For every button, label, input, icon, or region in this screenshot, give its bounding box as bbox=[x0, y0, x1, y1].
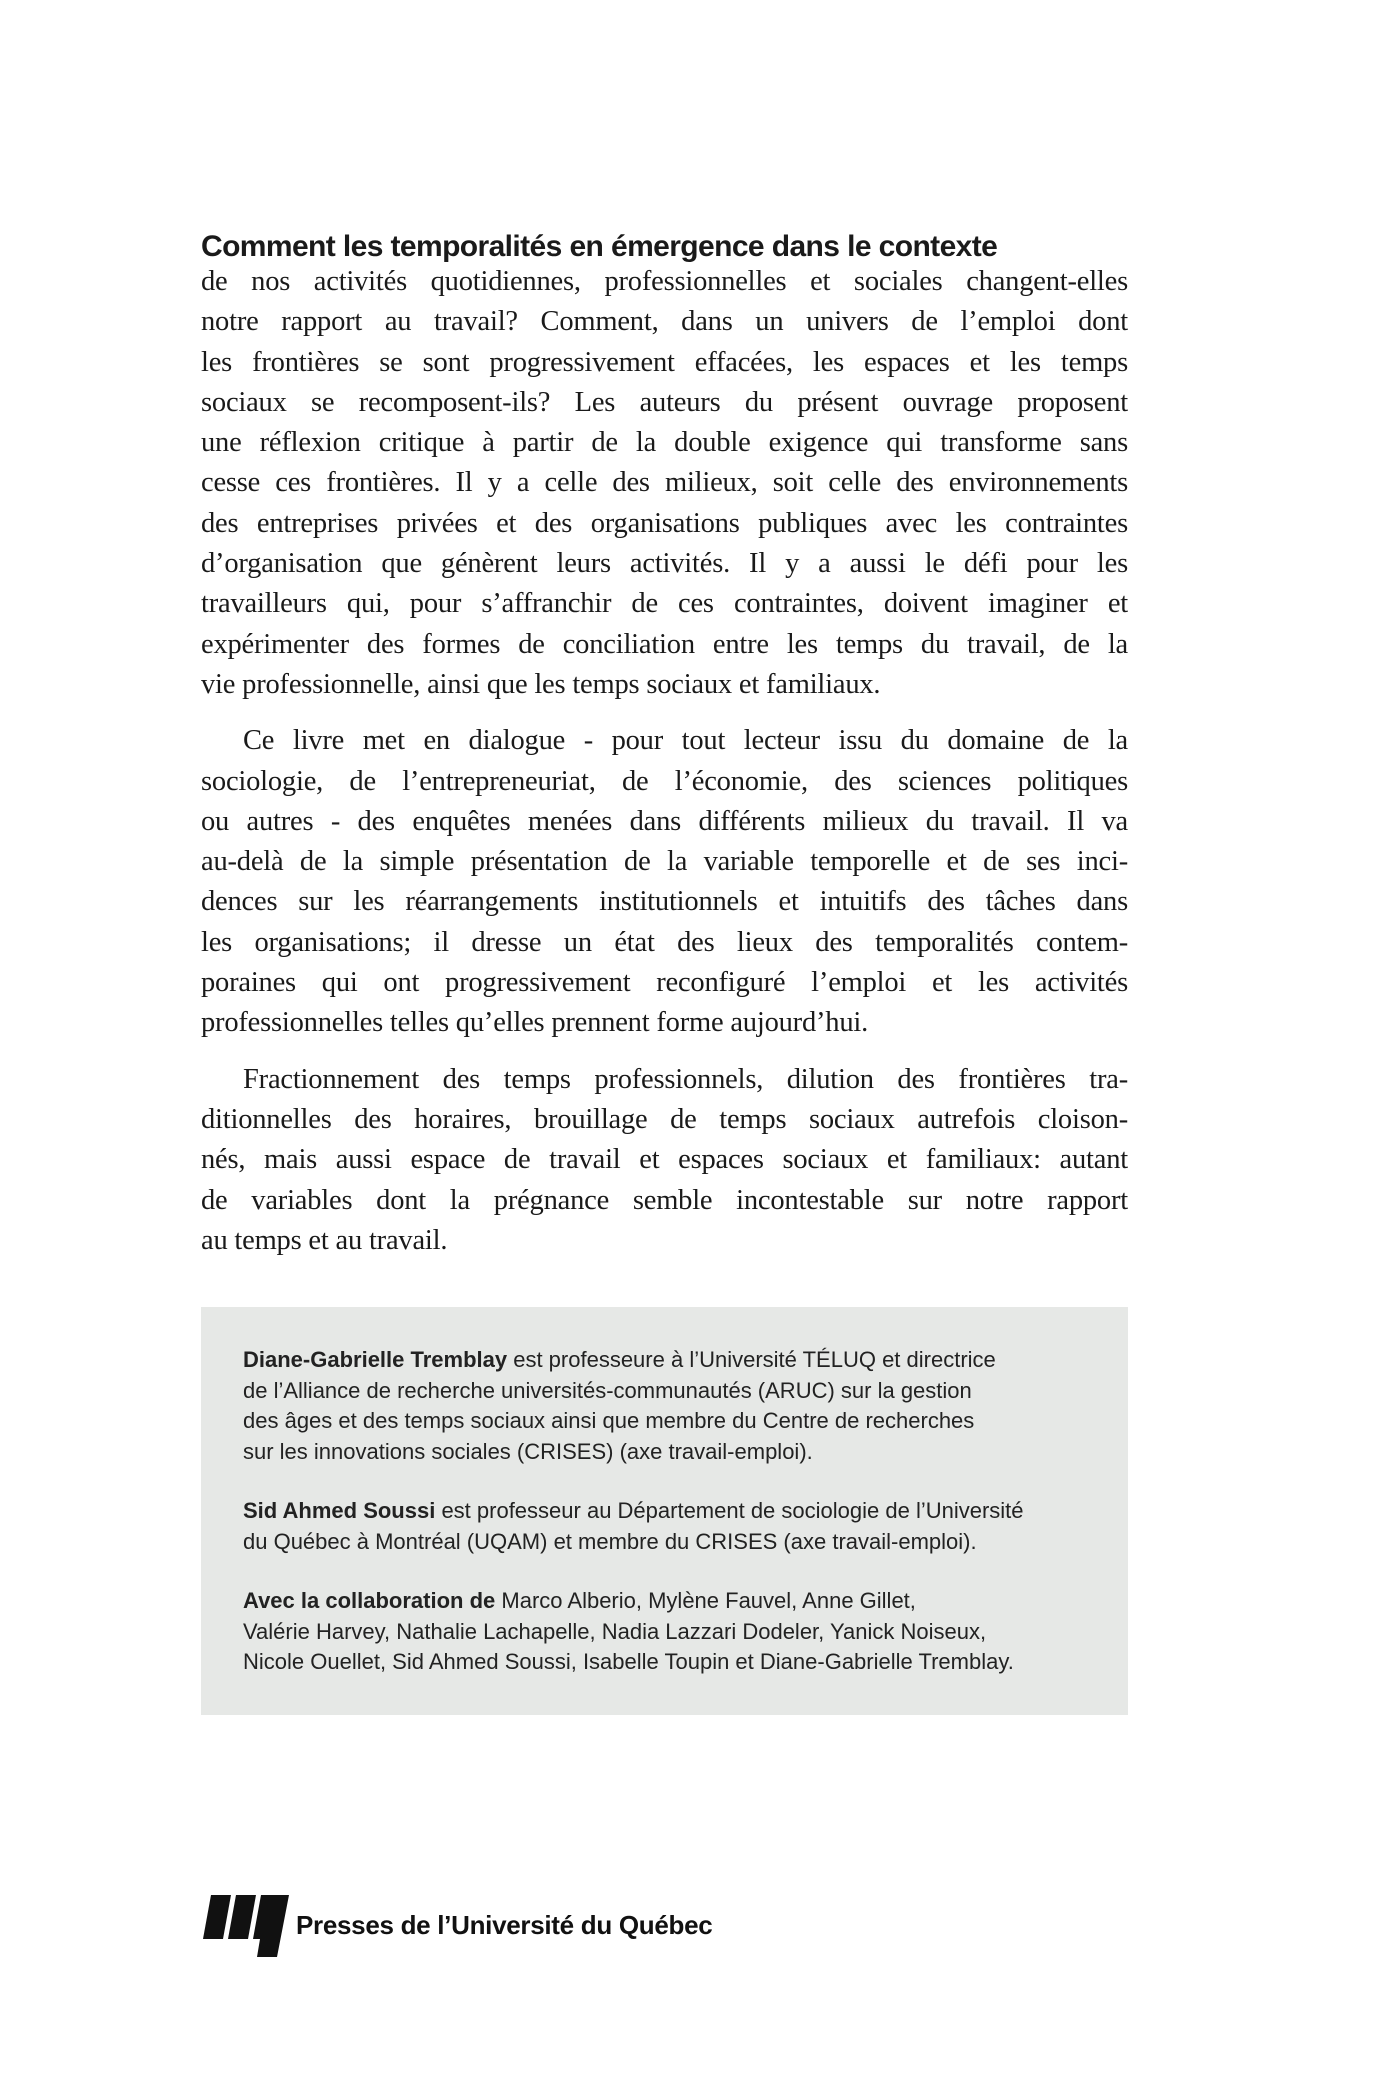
publisher-name: Presses de l’Université du Québec bbox=[296, 1910, 713, 1940]
text-line: ou autres - des enquêtes menées dans différents milieux du travail. Il va bbox=[201, 805, 1128, 837]
bio-line: est professeure à l’Université TÉLUQ et directrice bbox=[507, 1347, 996, 1372]
collaborators bbox=[243, 1586, 1024, 1678]
text-line: cesse ces frontières. Il y a celle des milieux, soit celle des environnements bbox=[201, 467, 1128, 499]
puq-logo-icon bbox=[203, 1893, 289, 1957]
text-line: poraines qui ont progressivement reconfiguré l’emploi et les activités bbox=[201, 967, 1128, 999]
text-line: nés, mais aussi espace de travail et espaces sociaux et familiaux: autant bbox=[201, 1144, 1128, 1176]
back-cover-heading: Comment les temporalités en émergence dans le contexte bbox=[201, 230, 998, 263]
text-line: dences sur les réarrangements institutionnels et intuitifs des tâches dans bbox=[201, 886, 1128, 918]
text-line: notre rapport au travail? Comment, dans un univers de l’emploi dont bbox=[201, 306, 1128, 338]
text-line: au temps et au travail. bbox=[201, 1224, 448, 1256]
paragraph-2 bbox=[201, 721, 1128, 1043]
summary-text bbox=[201, 262, 1128, 1277]
text-line: au-delà de la simple présentation de la variable temporelle et de ses inci- bbox=[201, 846, 1128, 878]
text-line: travailleurs qui, pour s’affranchir de ces contraintes, doivent imaginer et bbox=[201, 588, 1128, 620]
text-line: professionnelles telles qu’elles prennent forme aujourd’hui. bbox=[201, 1007, 869, 1039]
author-bio-1 bbox=[243, 1345, 1024, 1467]
bio-line: du Québec à Montréal (UQAM) et membre du CRISES (axe travail-emploi). bbox=[243, 1528, 977, 1554]
collab-lead: Avec la collaboration de bbox=[243, 1588, 496, 1613]
text-line: les organisations; il dresse un état des lieux des temporalités contem- bbox=[201, 926, 1128, 958]
text-line: expérimenter des formes de conciliation entre les temps du travail, de la bbox=[201, 628, 1128, 660]
bio-line: sur les innovations sociales (CRISES) (axe travail-emploi). bbox=[243, 1438, 813, 1464]
collab-line: Marco Alberio, Mylène Fauvel, Anne Gillet, bbox=[495, 1588, 916, 1613]
bio-line: de l’Alliance de recherche universités-communautés (ARUC) sur la gestion bbox=[243, 1377, 972, 1403]
collab-line: Valérie Harvey, Nathalie Lachapelle, Nadia Lazzari Dodeler, Yanick Noiseux, bbox=[243, 1618, 987, 1644]
collab-line: Nicole Ouellet, Sid Ahmed Soussi, Isabelle Toupin et Diane-Gabrielle Tremblay. bbox=[243, 1649, 1014, 1674]
text-line: Fractionnement des temps professionnels, dilution des frontières tra- bbox=[243, 1063, 1128, 1095]
author-bio-2 bbox=[243, 1496, 1024, 1557]
text-line: une réflexion critique à partir de la double exigence qui transforme sans bbox=[201, 427, 1128, 459]
bio-line: des âges et des temps sociaux ainsi que membre du Centre de recherches bbox=[243, 1408, 975, 1433]
text-line: ditionnelles des horaires, brouillage de temps sociaux autrefois cloison- bbox=[201, 1103, 1128, 1135]
text-line: de variables dont la prégnance semble incontestable sur notre rapport bbox=[201, 1184, 1128, 1216]
paragraph-3 bbox=[201, 1060, 1128, 1261]
author-name: Sid Ahmed Soussi bbox=[243, 1498, 436, 1523]
paragraph-1 bbox=[201, 262, 1128, 705]
author-name: Diane-Gabrielle Tremblay bbox=[243, 1347, 508, 1372]
text-line: d’organisation que génèrent leurs activités. Il y a aussi le défi pour les bbox=[201, 548, 1128, 580]
text-line: vie professionnelle, ainsi que les temps sociaux et familiaux. bbox=[201, 668, 881, 700]
authors-box bbox=[201, 1307, 1128, 1715]
text-line: les frontières se sont progressivement effacées, les espaces et les temps bbox=[201, 346, 1128, 378]
text-line: de nos activités quotidiennes, professionnelles et sociales changent-elles bbox=[201, 266, 1128, 297]
bio-line: est professeur au Département de sociologie de l’Université bbox=[435, 1498, 1024, 1523]
text-line: Ce livre met en dialogue - pour tout lecteur issu du domaine de la bbox=[243, 725, 1128, 757]
text-line: des entreprises privées et des organisations publiques avec les contraintes bbox=[201, 507, 1128, 539]
text-line: sociaux se recomposent-ils? Les auteurs du présent ouvrage proposent bbox=[201, 386, 1128, 418]
text-line: sociologie, de l’entrepreneuriat, de l’économie, des sciences politiques bbox=[201, 765, 1128, 797]
